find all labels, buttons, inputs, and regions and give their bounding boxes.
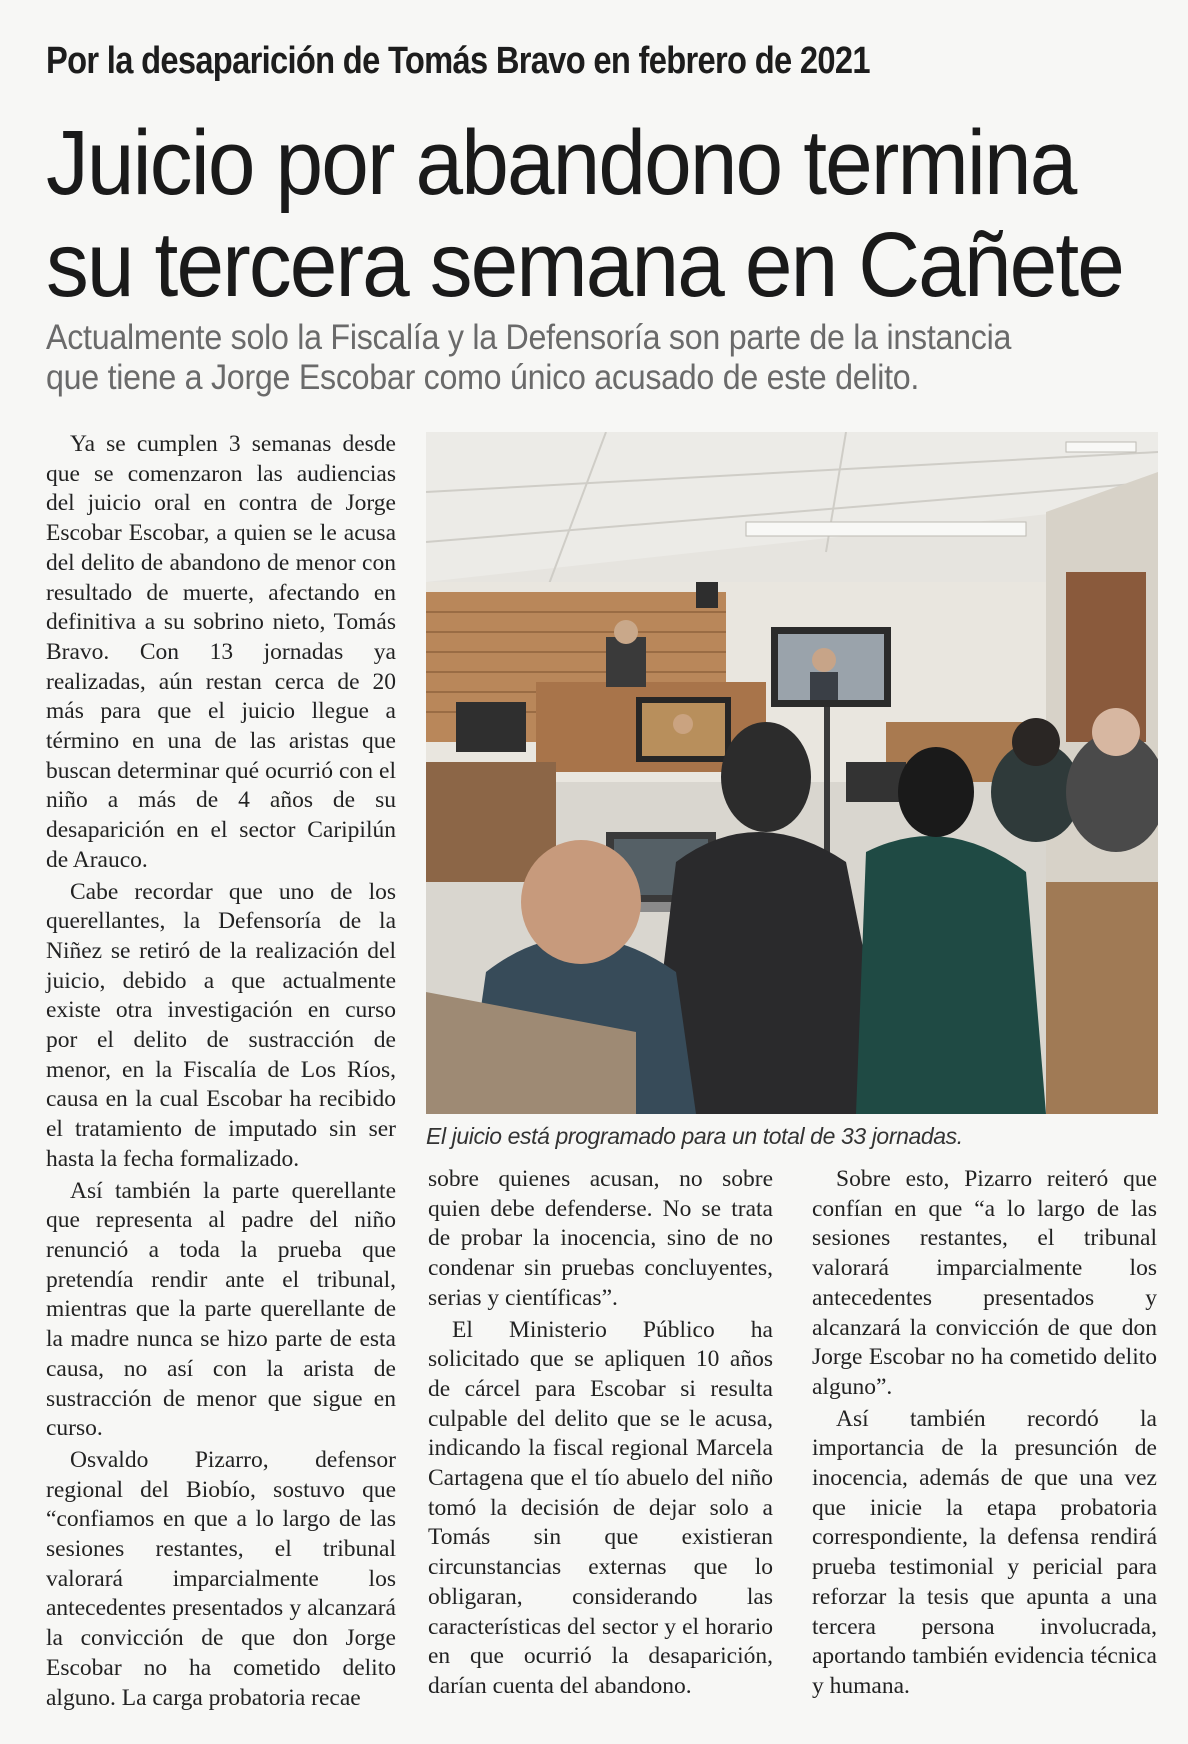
paragraph: Así también recordó la importancia de la presunción de inocencia, además de que una vez que inicie la etapa probatoria correspondiente, la defensa rendirá prueba testimonial y pericial para reforzar la tesis que apunta a una tercera persona involucrada, aportando también evidencia técnica y humana.: [812, 1405, 1157, 1699]
body-column-2: [428, 1165, 773, 1704]
paragraph: Así también la parte querellante que representa al padre del niño renunció a toda la prueba que pretendía rendir ante el tribunal, mientras que la parte querellante de la madre nunca se hizo parte de esta causa, no así con la arista de sustracción de menor que sigue en curso.: [46, 1177, 396, 1442]
paragraph: sobre quienes acusan, no sobre quien debe defenderse. No se trata de probar la inocencia, sino de no condenar sin pruebas concluyentes, serias y científicas”.: [428, 1166, 773, 1311]
kicker: Por la desaparición de Tomás Bravo en febrero de 2021: [46, 40, 870, 82]
courtroom-illustration: [426, 432, 1158, 1114]
headline: [46, 112, 1146, 316]
paragraph: Cabe recordar que uno de los querellantes, la Defensoría de la Niñez se retiró de la realización del juicio, debido a que actualmente existe otra investigación en curso por el delito de sustracción de menor, en la Fiscalía de Los Ríos, causa en la cual Escobar ha recibido el tratamiento de imputado sin ser hasta la fecha formalizado.: [46, 878, 396, 1172]
deck: [46, 318, 1156, 398]
paragraph: Sobre esto, Pizarro reiteró que confían en que “a lo largo de las sesiones restantes, el tribunal valorará imparcialmente los antecedentes presentados y alcanzará la convicción de que don Jorge Escobar no ha cometido delito alguno”.: [812, 1166, 1157, 1400]
photo-caption: El juicio está programado para un total de 33 jornadas.: [426, 1123, 963, 1149]
paragraph: Osvaldo Pizarro, defensor regional del Biobío, sostuvo que “confiamos en que a lo largo de las sesiones restantes, el tribunal valorará imparcialmente los antecedentes presentados y alcanzará la convicción de que don Jorge Escobar no ha cometido delito alguno. La carga probatoria recae: [46, 1446, 396, 1711]
paragraph: El Ministerio Público ha solicitado que se apliquen 10 años de cárcel para Escobar si resulta culpable del delito que se le acusa, indicando la fiscal regional Marcela Cartagena que el tío abuelo del niño tomó la decisión de dejar solo a Tomás sin que existieran circunstancias externas que lo obligaran, considerando las características del sector y el horario en que ocurrió la desaparición, darían cuenta del abandono.: [428, 1316, 773, 1699]
deck-line-1: Actualmente solo la Fiscalía y la Defensoría son parte de la instancia: [46, 318, 1012, 357]
headline-line-2: su tercera semana en Cañete: [46, 214, 1123, 316]
courtroom-photo: [426, 432, 1158, 1114]
body-column-3: [812, 1165, 1157, 1704]
deck-line-2: que tiene a Jorge Escobar como único acusado de este delito.: [46, 358, 920, 397]
body-column-1: [46, 430, 396, 1715]
paragraph: Ya se cumplen 3 semanas desde que se comenzaron las audiencias del juicio oral en contra de Jorge Escobar Escobar, a quien se le acusa del delito de abandono de menor con resultado de muerte, afectando en definitiva a su sobrino nieto, Tomás Bravo. Con 13 jornadas ya realizadas, aún restan cerca de 20 más para que el juicio llegue a término en una de las aristas que buscan determinar qué ocurrió con el niño a más de 4 años de su desaparición en el sector Caripilún de Arauco.: [46, 431, 396, 873]
headline-line-1: Juicio por abandono termina: [46, 112, 1076, 214]
